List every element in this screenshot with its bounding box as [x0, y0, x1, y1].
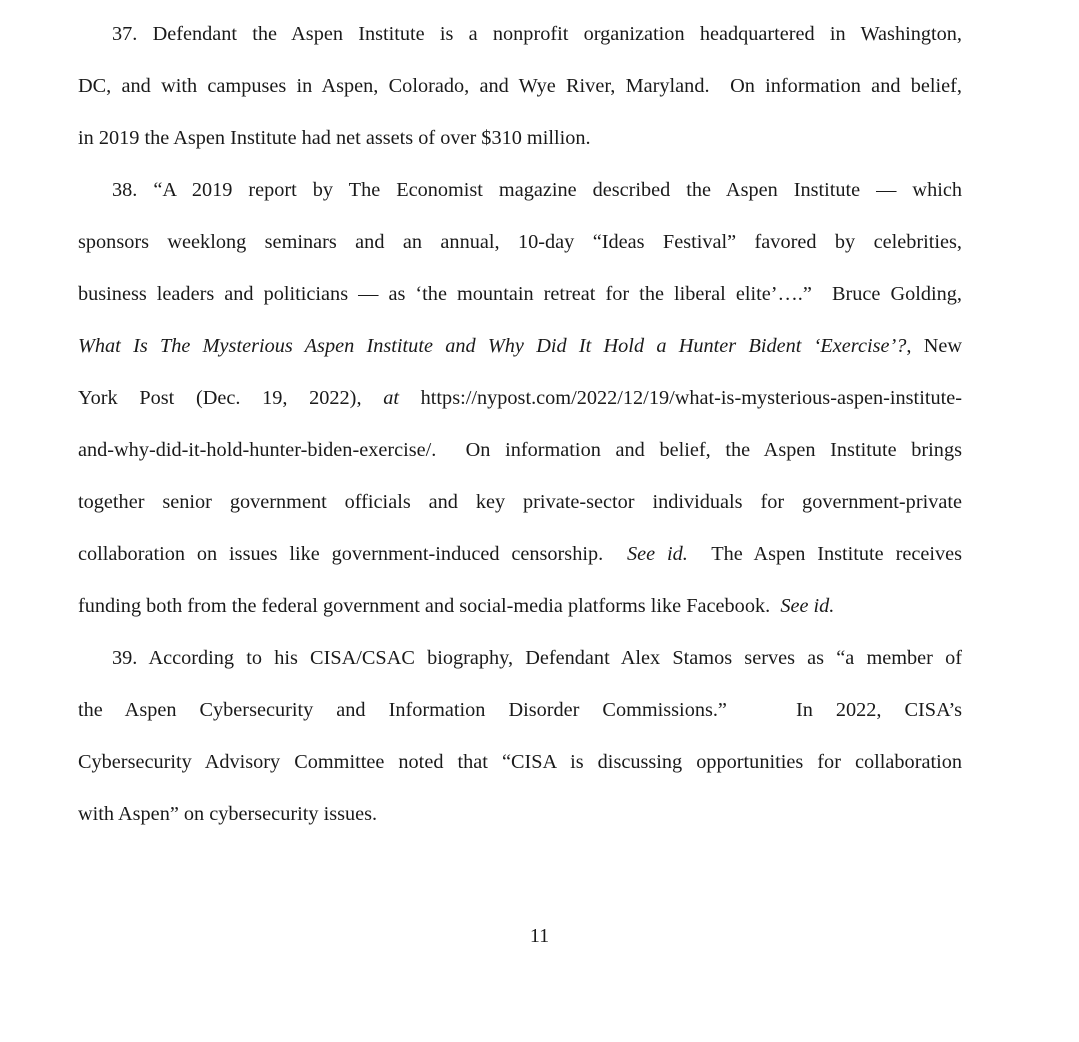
paragraph-line: 37. Defendant the Aspen Institute is a nonprofit organization headquartered in Washington,	[112, 23, 962, 45]
paragraph-line: in 2019 the Aspen Institute had net assets of over $310 million.	[78, 127, 591, 149]
paragraph-number: 38.	[112, 179, 138, 201]
article-title-citation: What Is The Mysterious Aspen Institute and Why Did It Hold a Hunter Bident ‘Exercise’?	[78, 335, 907, 357]
paragraph-line: funding both from the federal government and social-media platforms like Facebook. See id.	[78, 595, 835, 617]
paragraph-line: business leaders and politicians — as ‘the mountain retreat for the liberal elite’….” Bruce Golding,	[78, 283, 962, 305]
paragraph-line: with Aspen” on cybersecurity issues.	[78, 803, 378, 825]
see-id-citation: See id.	[780, 595, 835, 617]
paragraph-line: DC, and with campuses in Aspen, Colorado, and Wye River, Maryland. On information and belief,	[78, 75, 962, 97]
paragraph-line: and-why-did-it-hold-hunter-biden-exercise/. On information and belief, the Aspen Institute brings	[78, 439, 962, 461]
paragraph-38	[78, 174, 962, 642]
paragraph-line: York Post (Dec. 19, 2022), at https://nypost.com/2022/12/19/what-is-mysterious-aspen-institute-	[78, 387, 962, 409]
paragraph-number: 37.	[112, 23, 138, 45]
see-id-citation: See id.	[626, 543, 688, 565]
paragraph-line: 38. “A 2019 report by The Economist magazine described the Aspen Institute — which	[112, 179, 962, 201]
paragraph-line: together senior government officials and key private-sector individuals for government-private	[78, 491, 962, 513]
paragraph-line: 39. According to his CISA/CSAC biography, Defendant Alex Stamos serves as “a member of	[112, 647, 962, 669]
paragraph-39	[78, 642, 962, 850]
paragraph-37	[78, 18, 962, 174]
document-page	[78, 18, 962, 850]
page-number: 11	[529, 925, 550, 947]
paragraph-line: sponsors weeklong seminars and an annual, 10-day “Ideas Festival” favored by celebrities,	[78, 231, 962, 253]
paragraph-number: 39.	[112, 647, 138, 669]
paragraph-line: Cybersecurity Advisory Committee noted that “CISA is discussing opportunities for collaboration	[78, 751, 962, 773]
paragraph-line: What Is The Mysterious Aspen Institute and Why Did It Hold a Hunter Bident ‘Exercise’?, New	[78, 335, 962, 357]
paragraph-line: collaboration on issues like government-induced censorship. See id. The Aspen Institute receives	[78, 543, 962, 565]
citation-url: https://nypost.com/2022/12/19/what-is-mysterious-aspen-institute-	[398, 387, 962, 409]
paragraph-line: the Aspen Cybersecurity and Information Disorder Commissions.” In 2022, CISA’s	[78, 699, 962, 721]
